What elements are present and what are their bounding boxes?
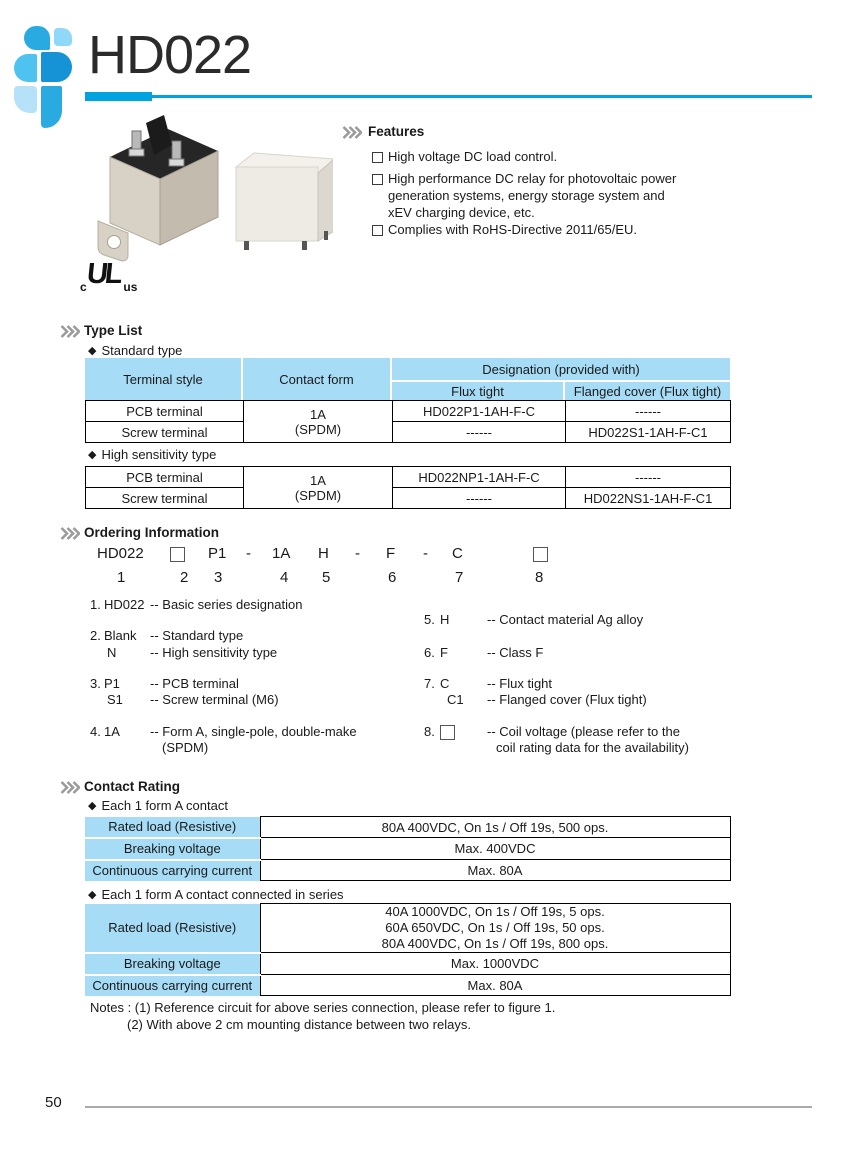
table-row (86, 422, 731, 443)
logo-petal (41, 52, 72, 82)
code-digit: 2 (180, 569, 189, 586)
contact-form-cell (244, 401, 393, 443)
code-digit: 4 (280, 569, 289, 586)
feature-item: Complies with RoHS-Directive 2011/65/EU. (388, 222, 638, 237)
table-row (85, 860, 730, 881)
item-number: 1. (90, 597, 101, 612)
flanged-cell: HD022S1-1AH-F-C1 (566, 422, 731, 443)
table-row (85, 953, 730, 975)
rating-label: Continuous carrying current (85, 860, 260, 881)
table-row (85, 975, 730, 996)
ul-certification-mark (80, 258, 138, 298)
chevrons-icon (60, 781, 80, 794)
standard-type-table (85, 400, 731, 443)
item-desc: -- Screw terminal (M6) (150, 692, 279, 707)
item-desc: -- PCB terminal (150, 676, 239, 691)
terminal-cell: PCB terminal (86, 467, 244, 488)
rating-value: Max. 80A (260, 975, 730, 996)
code-digit: 3 (214, 569, 223, 586)
table-row (86, 488, 731, 509)
code-token: - (246, 545, 251, 562)
footer-rule (85, 1106, 812, 1108)
flux-cell: ------ (393, 422, 566, 443)
rating-value: 80A 400VDC, On 1s / Off 19s, 500 ops. (260, 817, 730, 838)
feature-item: generation systems, energy storage system and (388, 188, 665, 203)
title-rule-thick (85, 92, 152, 101)
item-number: 8. (424, 724, 435, 739)
checkbox-icon (372, 174, 383, 185)
code-token: H (318, 545, 329, 562)
code-token: P1 (208, 545, 227, 562)
type-list-heading: Type List (84, 323, 143, 338)
item-desc: -- Form A, single-pole, double-make (150, 724, 357, 739)
item-desc: -- High sensitivity type (150, 645, 278, 660)
item-desc: coil rating data for the availability) (496, 740, 689, 755)
terminal-cell: Screw terminal (86, 422, 244, 443)
table-row (85, 838, 730, 860)
page-number: 50 (45, 1094, 62, 1111)
rating-value-line: 60A 650VDC, On 1s / Off 19s, 50 ops. (385, 920, 605, 935)
contact-rating-heading: Contact Rating (84, 779, 180, 794)
diamond-icon: ◆ (88, 800, 97, 812)
blank-box-icon (533, 547, 548, 562)
rating-value: Max. 1000VDC (260, 953, 730, 975)
each-contact-label (88, 798, 228, 813)
item-number: 3. (90, 676, 101, 691)
code-token: HD022 (97, 545, 144, 562)
series-contact-label (88, 887, 344, 902)
diamond-icon: ◆ (88, 889, 97, 901)
rating-label: Breaking voltage (85, 953, 260, 975)
high-sensitivity-table (85, 466, 731, 509)
item-number: 2. (90, 628, 101, 643)
type-table-header (85, 358, 730, 400)
item-desc: (SPDM) (162, 740, 209, 755)
item-code: F (440, 645, 448, 660)
ordering-heading: Ordering Information (84, 525, 219, 540)
code-token: C (452, 545, 463, 562)
code-token: F (386, 545, 396, 562)
rating-label: Rated load (Resistive) (85, 817, 260, 838)
checkbox-icon (372, 152, 383, 163)
feature-item: High voltage DC load control. (388, 149, 558, 164)
code-digit: 7 (455, 569, 464, 586)
rating-value: Max. 400VDC (260, 838, 730, 860)
item-number: 6. (424, 645, 435, 660)
item-desc: -- Standard type (150, 628, 244, 643)
rating-label: Rated load (Resistive) (85, 904, 260, 953)
code-digit: 5 (322, 569, 331, 586)
rating-label: Continuous carrying current (85, 975, 260, 996)
standard-type-text: Standard type (101, 343, 183, 358)
item-code: 1A (104, 724, 120, 739)
table-row (85, 904, 730, 953)
terminal-cell: Screw terminal (86, 488, 244, 509)
each-contact-text: Each 1 form A contact (101, 798, 228, 813)
standard-type-label (88, 343, 182, 358)
item-number: 4. (90, 724, 101, 739)
flux-cell: HD022NP1-1AH-F-C (393, 467, 566, 488)
logo-petal (14, 86, 37, 113)
item-desc: -- Basic series designation (150, 597, 303, 612)
blank-box-icon (440, 725, 455, 740)
flux-cell: ------ (393, 488, 566, 509)
chevrons-icon (342, 126, 362, 139)
header-flanged-cover: Flanged cover (Flux tight) (565, 382, 730, 400)
code-token: 1A (272, 545, 291, 562)
blank-box-icon (170, 547, 185, 562)
item-code: S1 (107, 692, 123, 707)
high-sensitivity-label (88, 447, 216, 462)
header-flux-tight: Flux tight (392, 382, 563, 400)
code-token: - (355, 545, 360, 562)
table-row (86, 467, 731, 488)
table-row (85, 817, 730, 838)
item-desc: -- Flanged cover (Flux tight) (487, 692, 647, 707)
feature-item: High performance DC relay for photovoltaic power (388, 171, 677, 186)
series-rating-table (85, 903, 731, 996)
item-desc: -- Class F (487, 645, 544, 660)
code-digit: 1 (117, 569, 126, 586)
rating-label: Breaking voltage (85, 838, 260, 860)
flanged-cell: ------ (566, 401, 731, 422)
high-sensitivity-text: High sensitivity type (101, 447, 217, 462)
rating-value-line: 40A 1000VDC, On 1s / Off 19s, 5 ops. (385, 904, 605, 919)
rating-value (260, 904, 730, 953)
brand-logo (14, 26, 88, 128)
header-terminal-style: Terminal style (85, 358, 241, 400)
flanged-cell: ------ (566, 467, 731, 488)
logo-petal (24, 26, 50, 50)
table-row (86, 401, 731, 422)
ul-mark-icon: UL (85, 258, 122, 290)
item-code: C (440, 676, 450, 691)
features-heading: Features (368, 124, 425, 139)
title-rule-thin (152, 95, 812, 98)
item-code: H (440, 612, 450, 627)
terminal-cell: PCB terminal (86, 401, 244, 422)
item-code: N (107, 645, 117, 660)
code-token: - (423, 545, 428, 562)
series-contact-text: Each 1 form A contact connected in series (101, 887, 344, 902)
logo-petal (54, 28, 72, 46)
code-digit: 8 (535, 569, 544, 586)
item-code: C1 (447, 692, 464, 707)
contact-form-line: (SPDM) (294, 487, 342, 503)
header-designation: Designation (provided with) (392, 358, 730, 380)
item-desc: -- Coil voltage (please refer to the (487, 724, 680, 739)
notes-line: (2) With above 2 cm mounting distance between two relays. (127, 1017, 471, 1032)
product-photo (88, 115, 333, 270)
item-desc: -- Contact material Ag alloy (487, 612, 644, 627)
item-number: 5. (424, 612, 435, 627)
feature-item: xEV charging device, etc. (388, 205, 535, 220)
contact-form-line: (SPDM) (294, 421, 342, 437)
code-digit: 6 (388, 569, 397, 586)
chevrons-icon (60, 325, 80, 338)
rating-value: Max. 80A (260, 860, 730, 881)
logo-petal (41, 86, 62, 128)
diamond-icon: ◆ (88, 345, 97, 357)
item-code: Blank (104, 628, 137, 643)
chevrons-icon (60, 527, 80, 540)
contact-form-line: 1A (310, 406, 326, 422)
item-code: HD022 (104, 597, 145, 612)
notes-line: Notes : (1) Reference circuit for above series connection, please refer to figure 1. (90, 1000, 556, 1015)
checkbox-icon (372, 225, 383, 236)
diamond-icon: ◆ (88, 449, 97, 461)
contact-form-cell (244, 467, 393, 509)
item-desc: -- Flux tight (487, 676, 553, 691)
flanged-cell: HD022NS1-1AH-F-C1 (566, 488, 731, 509)
page-title: HD022 (88, 25, 252, 85)
rating-value-line: 80A 400VDC, On 1s / Off 19s, 800 ops. (381, 936, 609, 951)
ul-mark-suffix: us (123, 280, 138, 294)
contact-form-line: 1A (310, 472, 326, 488)
contact-rating-table (85, 816, 731, 881)
item-code: P1 (104, 676, 120, 691)
flux-cell: HD022P1-1AH-F-C (393, 401, 566, 422)
header-contact-form: Contact form (243, 358, 390, 400)
item-number: 7. (424, 676, 435, 691)
logo-petal (14, 54, 37, 82)
ul-mark-prefix: c (80, 280, 87, 294)
